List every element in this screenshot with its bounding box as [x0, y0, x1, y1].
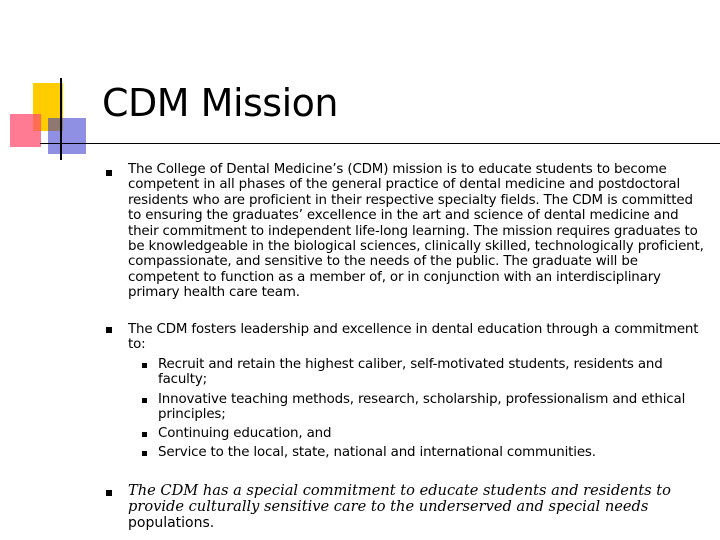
sub-bullet-marker: [142, 363, 147, 368]
sub-bullet-marker: [142, 432, 147, 437]
decorative-vertical-line: [60, 78, 62, 160]
special-commitment-paragraph: [128, 483, 703, 531]
sub-bullet-marker: [142, 398, 147, 403]
sub-bullet-marker: [142, 451, 147, 456]
sub-item-service: Service to the local, state, national and international communities.: [158, 445, 596, 460]
leadership-paragraph: The CDM fosters leadership and excellence in dental education through a commitment to:: [128, 322, 699, 353]
title-underline: [40, 143, 720, 144]
bullet-marker: [106, 327, 112, 333]
special-commitment-end: populations.: [128, 515, 215, 531]
special-commitment-italic: The CDM has a special commitment to educate students and residents to provide culturally sensitive care to the underserved and special needs: [128, 482, 671, 515]
sub-item-recruit: Recruit and retain the highest caliber, self-motivated students, residents and faculty;: [158, 357, 663, 388]
mission-paragraph: The College of Dental Medicine’s (CDM) mission is to educate students to become competent in all phases of the general practice of dental medicine and postdoctoral residents who are proficient in their respective specialty fields. The CDM is committed to ensuring the graduates’ excellence in the art and science of dental medicine and their commitment to independent life-long learning. The mission requires graduates to be knowledgeable in the biological sciences, clinically skilled, technologically proficient, compassionate, and sensitive to the needs of the public. The graduate will be competent to function as a member of, or in conjunction with an interdisciplinary primary health care team.: [128, 162, 704, 301]
sub-item-teaching: Innovative teaching methods, research, scholarship, professionalism and ethical principles;: [158, 392, 686, 423]
bullet-marker: [106, 490, 112, 496]
decorative-red-square: [10, 114, 41, 147]
decorative-blue-square: [48, 118, 86, 154]
bullet-marker: [106, 170, 112, 176]
slide-title: CDM Mission: [102, 81, 338, 125]
sub-item-education: Continuing education, and: [158, 426, 332, 441]
